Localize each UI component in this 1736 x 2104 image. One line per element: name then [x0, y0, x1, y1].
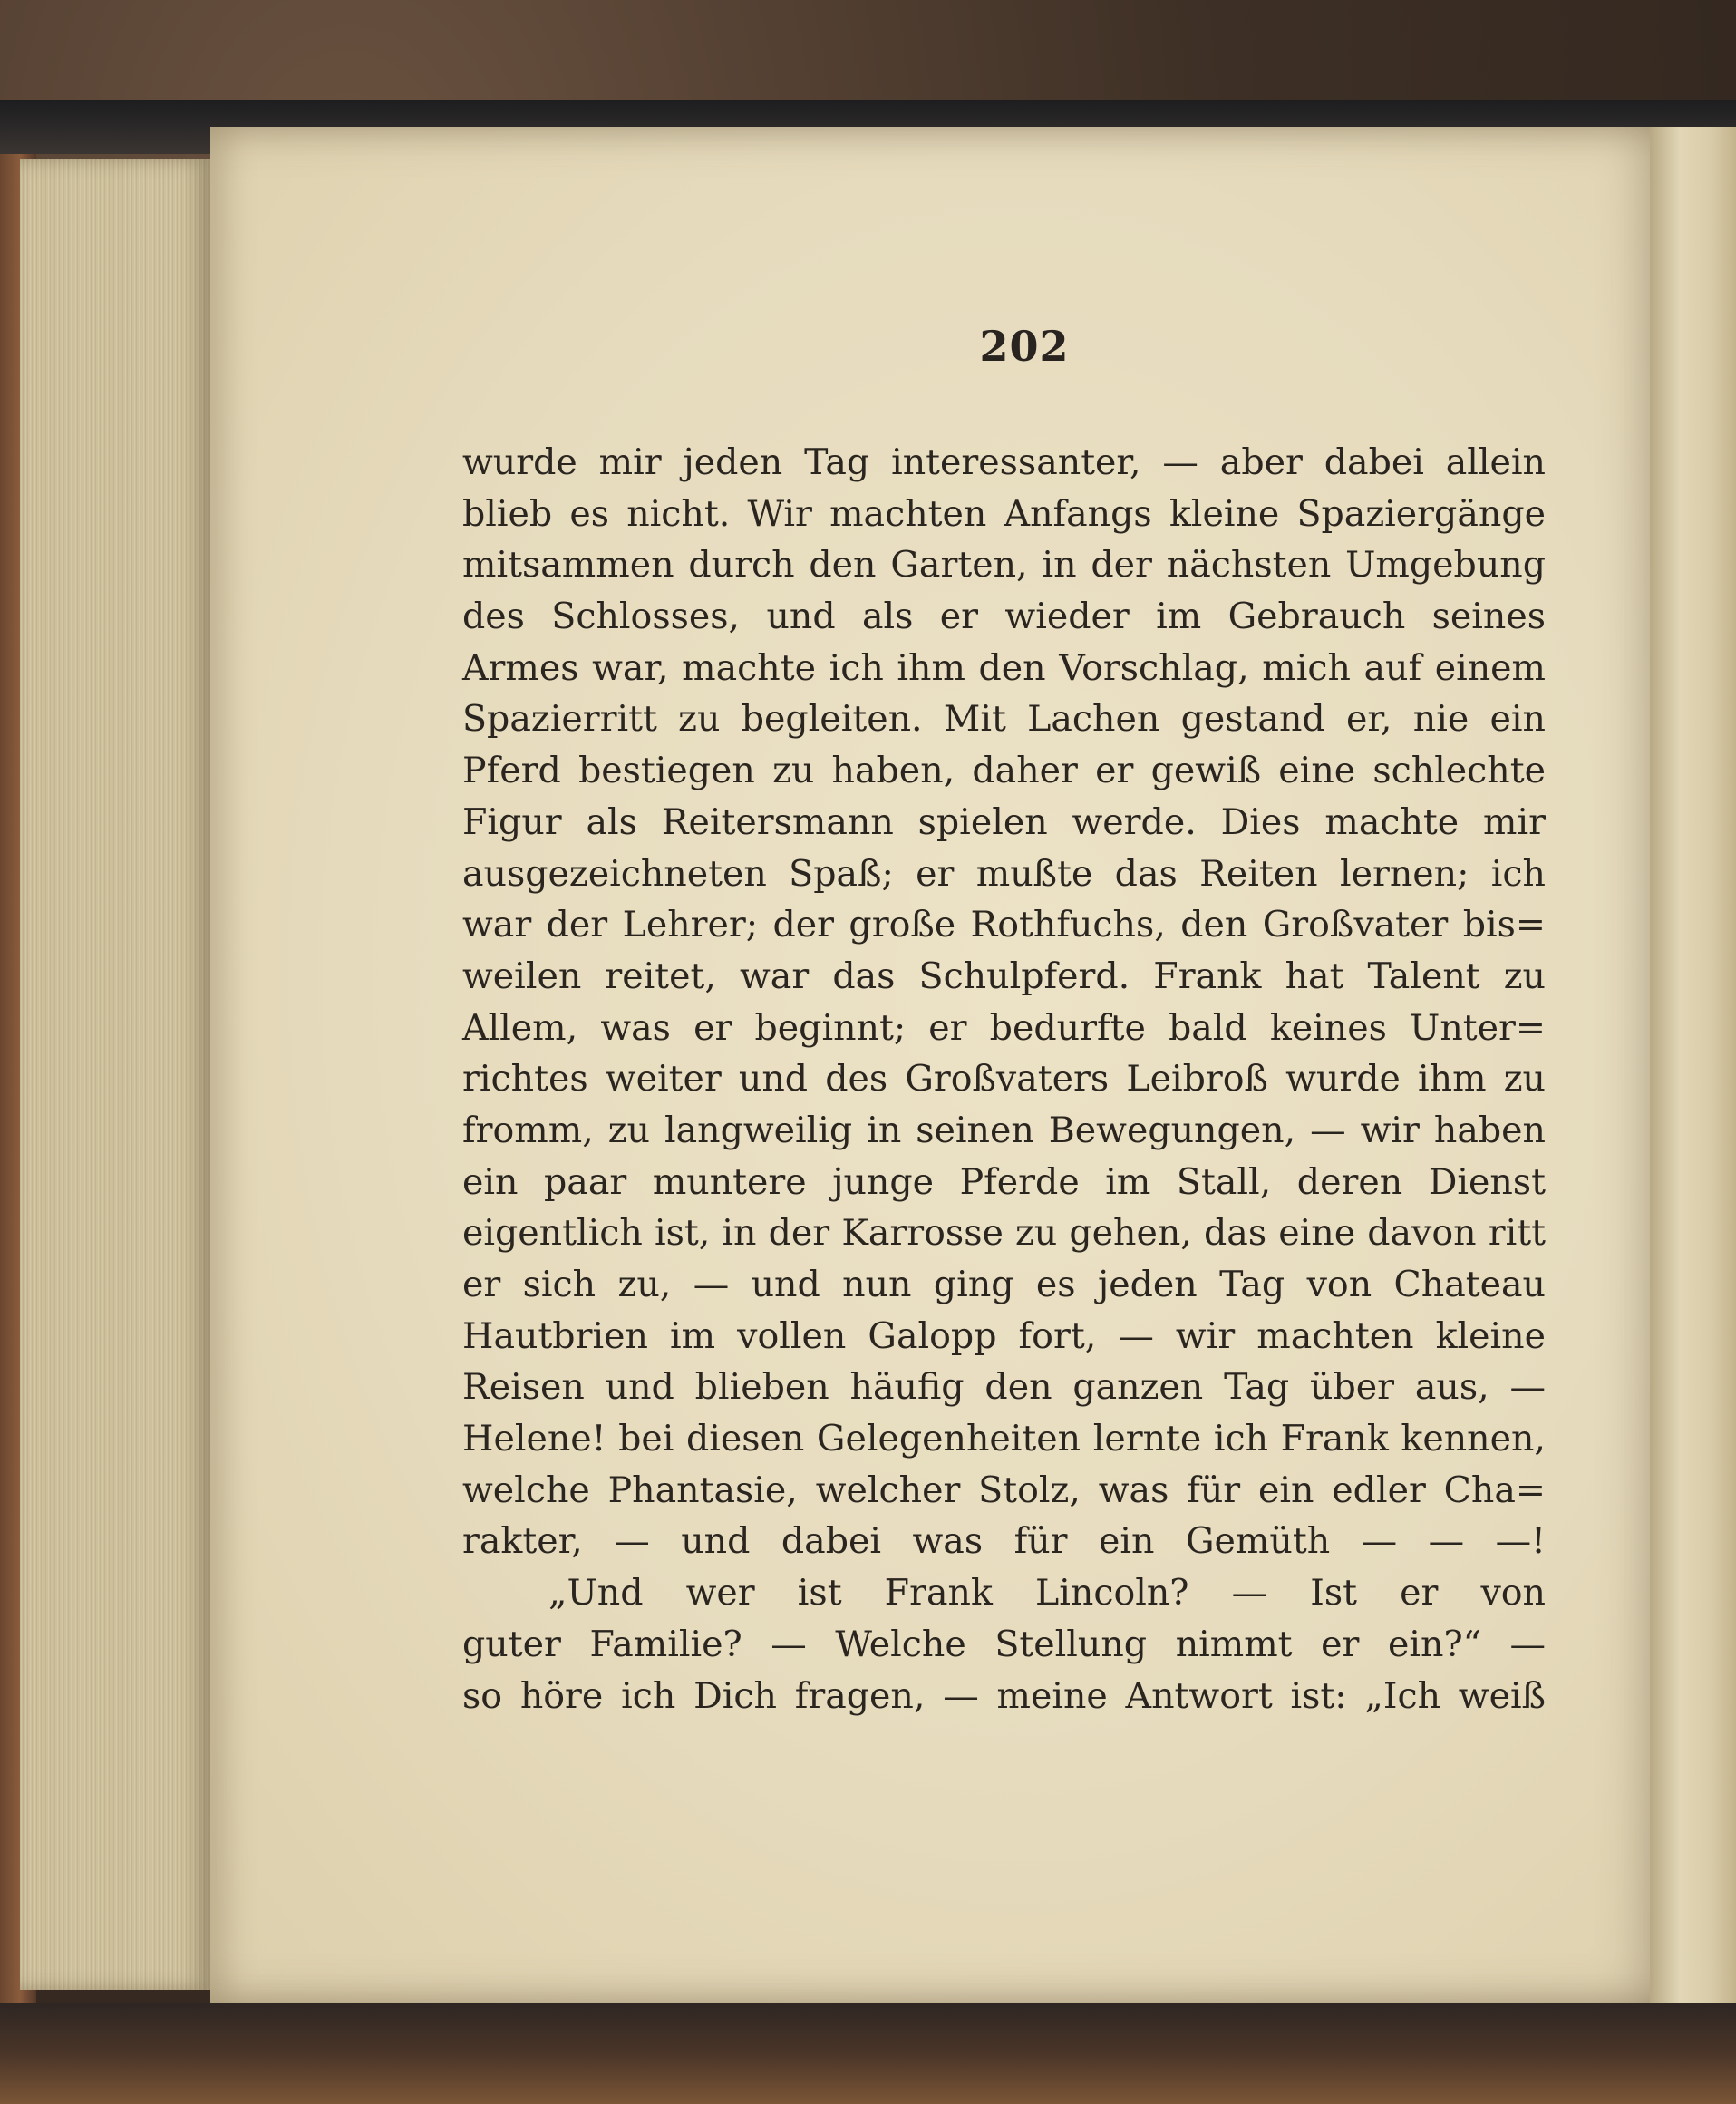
page-gutter: [1650, 127, 1736, 2003]
text-line: Helene! bei diesen Gelegenheiten lernte ich Frank kennen,: [462, 1418, 1546, 1460]
text-line: welche Phantasie, welcher Stolz, was für ein edler Cha=: [462, 1469, 1546, 1511]
text-line: Reisen und blieben häufig den ganzen Tag über aus, —: [462, 1366, 1546, 1409]
text-line: Pferd bestiegen zu haben, daher er gewiß eine schlechte: [462, 750, 1546, 792]
text-line: Allem, was er beginnt; er bedurfte bald keines Unter=: [462, 1006, 1546, 1049]
text-line: ein paar muntere junge Pferde im Stall, deren Dienst: [462, 1160, 1546, 1203]
text-line: ausgezeichneten Spaß; er mußte das Reiten lernen; ich: [462, 852, 1546, 895]
text-line: Figur als Reitersmann spielen werde. Dies machte mir: [462, 800, 1546, 843]
text-line: weilen reitet, war das Schulpferd. Frank hat Talent zu: [462, 955, 1546, 997]
text-line: wurde mir jeden Tag interessanter, — aber dabei allein: [462, 441, 1546, 483]
stacked-page-edges: [20, 159, 210, 1990]
text-line: Spazierritt zu begleiten. Mit Lachen gestand er, nie ein: [462, 698, 1546, 741]
text-line: richtes weiter und des Großvaters Leibroß wurde ihm zu: [462, 1058, 1546, 1100]
text-line: guter Familie? — Welche Stellung nimmt er ein?“ —: [462, 1623, 1546, 1665]
text-line: blieb es nicht. Wir machten Anfangs kleine Spaziergänge: [462, 492, 1546, 535]
text-line: fromm, zu langweilig in seinen Bewegungen, — wir haben: [462, 1109, 1546, 1151]
text-line: des Schlosses, und als er wieder im Gebrauch seines: [462, 596, 1546, 638]
text-line: Armes war, machte ich ihm den Vorschlag, mich auf einem: [462, 646, 1546, 689]
text-line: er sich zu, — und nun ging es jeden Tag von Chateau: [462, 1264, 1546, 1305]
page-text: [462, 437, 1546, 1721]
text-line: eigentlich ist, in der Karrosse zu gehen, das eine davon ritt: [462, 1212, 1546, 1255]
text-line: mitsammen durch den Garten, in der nächsten Umgebung: [462, 544, 1546, 587]
page-number: 202: [979, 322, 1070, 371]
text-line: rakter, — und dabei was für ein Gemüth — — —!: [462, 1520, 1546, 1563]
text-line: so höre ich Dich fragen, — meine Antwort ist: „Ich weiß: [462, 1674, 1546, 1717]
text-line: war der Lehrer; der große Rothfuchs, den Großvater bis=: [462, 904, 1546, 946]
cover-bottom-edge: [0, 2003, 1736, 2104]
text-line: „Und wer ist Frank Lincoln? — Ist er von: [548, 1572, 1546, 1614]
text-line: Hautbrien im vollen Galopp fort, — wir machten kleine: [462, 1314, 1546, 1357]
